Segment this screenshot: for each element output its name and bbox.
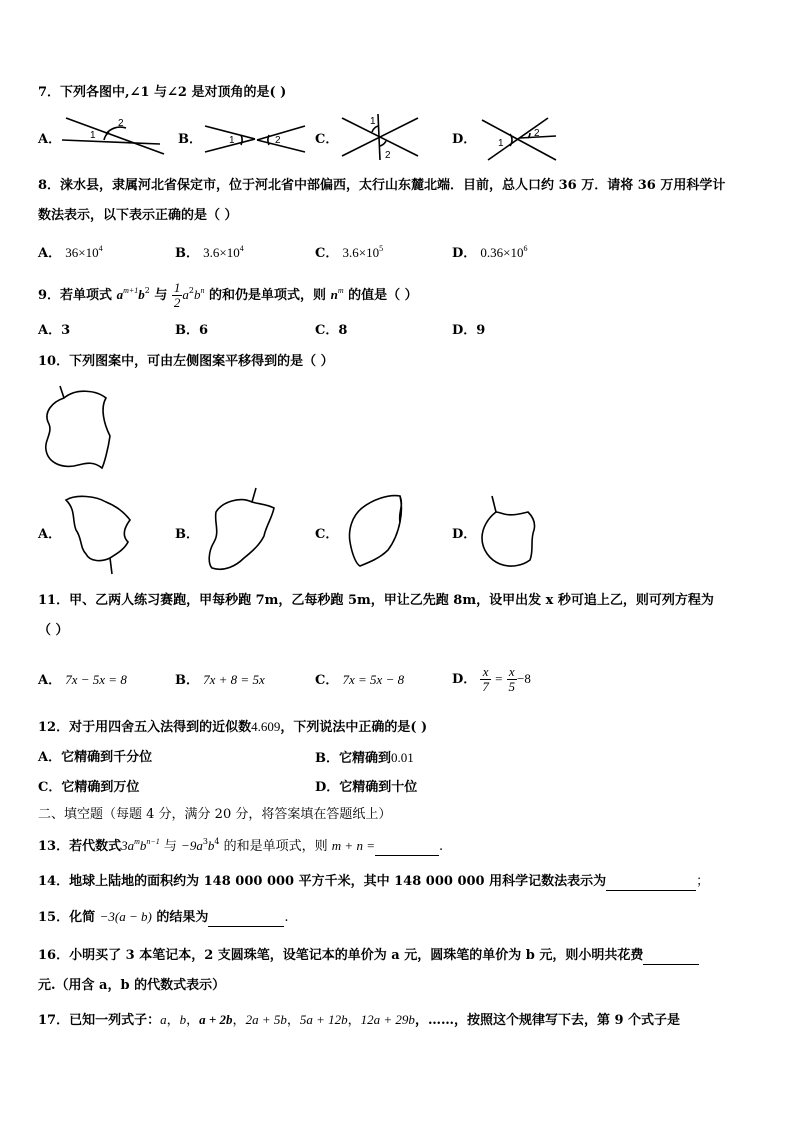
q10-option-d-label: D． xyxy=(452,527,477,542)
q13-stem: 13．若代数式$3a^mb^{n-1}$ 与 $-9a^3b^4$ 的和是单项式，则 m + n = . xyxy=(38,837,444,854)
angle-2-label: 2 xyxy=(534,128,540,139)
q10-option-d-leaf xyxy=(476,494,542,574)
q15-stem: 15．化简 −3(a − b) 的结果为 . xyxy=(38,909,289,925)
q14-answer-blank[interactable] xyxy=(606,876,696,891)
angle-1-label: 1 xyxy=(90,130,96,141)
q9-option-c: C．8 xyxy=(315,323,348,338)
q10-stem: 10．下列图案中，可由左侧图案平移得到的是（ ） xyxy=(38,354,334,369)
section-heading-fill-in: 二、填空题（每题 4 分，满分 20 分，将答案填在答题纸上） xyxy=(38,807,392,822)
q10-option-b-label: B． xyxy=(175,527,199,542)
q12-stem: 12．对于用四舍五入法得到的近似数4.609，下列说法中正确的是( ) xyxy=(38,719,428,735)
q10-option-b-leaf xyxy=(200,486,282,578)
q9-option-a: A．3 xyxy=(38,323,71,338)
q7-option-c-label: C． xyxy=(315,132,339,147)
q7-stem: 7．下列各图中,∠1 与∠2 是对顶角的是( ) xyxy=(38,85,287,100)
angle-1-label: 1 xyxy=(498,138,504,149)
q16-line2: 元.（用含 a，b 的代数式表示） xyxy=(38,978,226,993)
q11-stem-line1: 11．甲、乙两人练习赛跑，甲每秒跑 7m，乙每秒跑 5m，甲让乙先跑 8m，设甲出发 x 秒可追上乙，则可列方程为 xyxy=(38,593,714,608)
angle-2-label: 2 xyxy=(275,135,281,146)
q11-option-a: A． 7x − 5x = 8 xyxy=(38,672,127,688)
angle-1-label: 1 xyxy=(229,135,235,146)
q12-option-a: A．它精确到千分位 xyxy=(38,750,153,765)
q16-answer-blank[interactable] xyxy=(643,950,699,965)
q11-option-d: D． $\frac{x}{7}$ = $\frac{x}{5}$ −8 xyxy=(452,664,531,694)
q7-figure-b xyxy=(205,124,310,156)
q10-option-a-label: A． xyxy=(38,527,62,542)
q15-answer-blank[interactable] xyxy=(208,912,284,927)
q14-stem: 14．地球上陆地的面积约为 148 000 000 平方千米，其中 148 000 000 用科学记数法表示为 ； xyxy=(38,874,710,889)
q7-figure-c xyxy=(340,112,425,162)
q9-option-d: D．9 xyxy=(452,323,486,338)
q12-option-b: B．它精确到0.01 xyxy=(315,750,414,766)
q10-option-a-leaf xyxy=(62,492,137,578)
q10-option-c-label: C． xyxy=(315,527,339,542)
q7-option-d-label: D． xyxy=(452,132,477,147)
q8-stem-line1: 8．涞水县，隶属河北省保定市，位于河北省中部偏西，太行山东麓北端．目前，总人口约 36 万．请将 36 万用科学计 xyxy=(38,178,726,193)
angle-2-label: 2 xyxy=(118,118,124,129)
q13-answer-blank[interactable] xyxy=(375,841,439,856)
q8-option-a: A． $36\times 10^4$ xyxy=(38,244,103,261)
q7-figure-a xyxy=(60,112,170,156)
q12-option-d: D．它精确到十位 xyxy=(315,780,418,795)
q8-option-c: C． $3.6\times 10^5$ xyxy=(315,244,384,261)
q16-line1: 16．小明买了 3 本笔记本，2 支圆珠笔，设笔记本的单价为 a 元，圆珠笔的单价为 b 元，则小明共花费 xyxy=(38,947,699,965)
q9-stem: 9．若单项式 $a^{m+1}b^2$ 与 $\frac{1}{2}$ $a^2b^n$ 的和仍是单项式，则 $n^m$ 的值是（ ） xyxy=(38,280,418,310)
q9-fraction: $\frac{1}{2}$ xyxy=(173,280,181,310)
q8-option-b: B． $3.6\times 10^4$ xyxy=(175,244,244,261)
q11-stem-line2: （ ） xyxy=(38,623,69,638)
q17-stem: 17．已知一列式子：a，b，a + 2b，2a + 5b，5a + 12b，12a + 29b，……，按照这个规律写下去，第 9 个式子是 xyxy=(38,1012,681,1028)
q7-option-b-label: B． xyxy=(178,132,202,147)
angle-1-label: 1 xyxy=(370,116,376,127)
q11-option-b: B． 7x + 8 = 5x xyxy=(175,672,265,688)
q10-reference-leaf xyxy=(40,384,115,474)
q11-option-c: C． 7x = 5x − 8 xyxy=(315,672,405,688)
q12-option-c: C．它精确到万位 xyxy=(38,780,140,795)
q10-option-c-leaf xyxy=(340,492,412,572)
q7-figure-d xyxy=(478,116,560,162)
angle-2-label: 2 xyxy=(385,150,391,161)
q7-option-a-label: A． xyxy=(38,132,62,147)
q8-option-d: D． $0.36\times 10^6$ xyxy=(452,244,528,261)
q8-stem-line2: 数法表示，以下表示正确的是（ ） xyxy=(38,208,238,223)
q9-option-b: B．6 xyxy=(175,323,209,338)
